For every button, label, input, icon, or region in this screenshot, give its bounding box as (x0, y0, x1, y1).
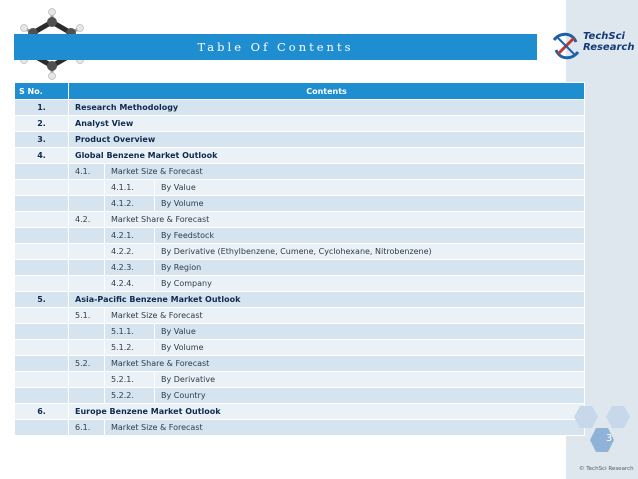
empty-cell (15, 388, 69, 404)
empty-cell (15, 340, 69, 356)
table-row (15, 260, 585, 276)
table-row (15, 132, 585, 148)
section-number: 4.2. (69, 212, 105, 228)
subsection-title: By Feedstock (155, 228, 585, 244)
row-title: Global Benzene Market Outlook (69, 148, 585, 164)
logo-text-techsci: TechSci (583, 31, 625, 42)
section-title: Market Size & Forecast (105, 164, 585, 180)
empty-cell (69, 196, 105, 212)
subsection-title: By Derivative (Ethylbenzene, Cumene, Cyclohexane, Nitrobenzene) (155, 244, 585, 260)
table-row (15, 372, 585, 388)
empty-cell (69, 228, 105, 244)
row-title: Analyst View (69, 116, 585, 132)
section-number: 4.1. (69, 164, 105, 180)
section-title: Market Size & Forecast (105, 308, 585, 324)
empty-cell (15, 164, 69, 180)
table-row (15, 148, 585, 164)
subsection-number: 5.1.2. (105, 340, 155, 356)
subsection-title: By Volume (155, 196, 585, 212)
table-row (15, 116, 585, 132)
section-number: 5.2. (69, 356, 105, 372)
subsection-title: By Company (155, 276, 585, 292)
empty-cell (69, 180, 105, 196)
empty-cell (15, 180, 69, 196)
subsection-title: By Value (155, 180, 585, 196)
empty-cell (15, 276, 69, 292)
empty-cell (15, 324, 69, 340)
empty-cell (15, 244, 69, 260)
empty-cell (69, 276, 105, 292)
subsection-title: By Volume (155, 340, 585, 356)
header-bar (14, 34, 537, 60)
column-header-sno: S No. (15, 83, 69, 100)
empty-cell (15, 420, 69, 436)
column-header-contents: Contents (69, 83, 585, 100)
row-number: 4. (15, 148, 69, 164)
section-title: Market Share & Forecast (105, 356, 585, 372)
table-row (15, 100, 585, 116)
row-number: 5. (15, 292, 69, 308)
contents-table (14, 82, 585, 436)
empty-cell (69, 388, 105, 404)
empty-cell (15, 196, 69, 212)
empty-cell (15, 228, 69, 244)
subsection-number: 5.2.1. (105, 372, 155, 388)
table-row (15, 196, 585, 212)
subsection-number: 4.1.1. (105, 180, 155, 196)
row-number: 6. (15, 404, 69, 420)
subsection-title: By Derivative (155, 372, 585, 388)
table-row (15, 212, 585, 228)
table-row (15, 308, 585, 324)
table-row (15, 388, 585, 404)
logo-text-research: Research (583, 42, 635, 53)
empty-cell (69, 372, 105, 388)
table-row (15, 292, 585, 308)
empty-cell (15, 212, 69, 228)
subsection-number: 4.2.3. (105, 260, 155, 276)
table-row (15, 180, 585, 196)
subsection-title: By Region (155, 260, 585, 276)
empty-cell (15, 356, 69, 372)
empty-cell (69, 340, 105, 356)
row-number: 1. (15, 100, 69, 116)
row-number: 3. (15, 132, 69, 148)
table-row (15, 228, 585, 244)
empty-cell (69, 244, 105, 260)
subsection-number: 4.1.2. (105, 196, 155, 212)
table-row (15, 164, 585, 180)
section-number: 6.1. (69, 420, 105, 436)
section-number: 5.1. (69, 308, 105, 324)
row-title: Europe Benzene Market Outlook (69, 404, 585, 420)
table-row (15, 244, 585, 260)
copyright-text: © TechSci Research (579, 466, 634, 472)
table-row (15, 276, 585, 292)
subsection-number: 5.1.1. (105, 324, 155, 340)
table-header-row (15, 83, 585, 100)
row-title: Research Methodology (69, 100, 585, 116)
page-number: 3 (605, 433, 613, 444)
page-title: Table Of Contents (197, 40, 354, 54)
empty-cell (15, 260, 69, 276)
empty-cell (69, 260, 105, 276)
row-number: 2. (15, 116, 69, 132)
subsection-title: By Value (155, 324, 585, 340)
table-row (15, 404, 585, 420)
subsection-title: By Country (155, 388, 585, 404)
table-body (15, 100, 585, 436)
subsection-number: 4.2.2. (105, 244, 155, 260)
empty-cell (15, 308, 69, 324)
row-title: Asia-Pacific Benzene Market Outlook (69, 292, 585, 308)
subsection-number: 4.2.4. (105, 276, 155, 292)
section-title: Market Share & Forecast (105, 212, 585, 228)
section-title: Market Size & Forecast (105, 420, 585, 436)
table-row (15, 324, 585, 340)
empty-cell (15, 372, 69, 388)
subsection-number: 4.2.1. (105, 228, 155, 244)
subsection-number: 5.2.2. (105, 388, 155, 404)
table-row (15, 340, 585, 356)
table-row (15, 356, 585, 372)
table-row (15, 420, 585, 436)
empty-cell (69, 324, 105, 340)
row-title: Product Overview (69, 132, 585, 148)
